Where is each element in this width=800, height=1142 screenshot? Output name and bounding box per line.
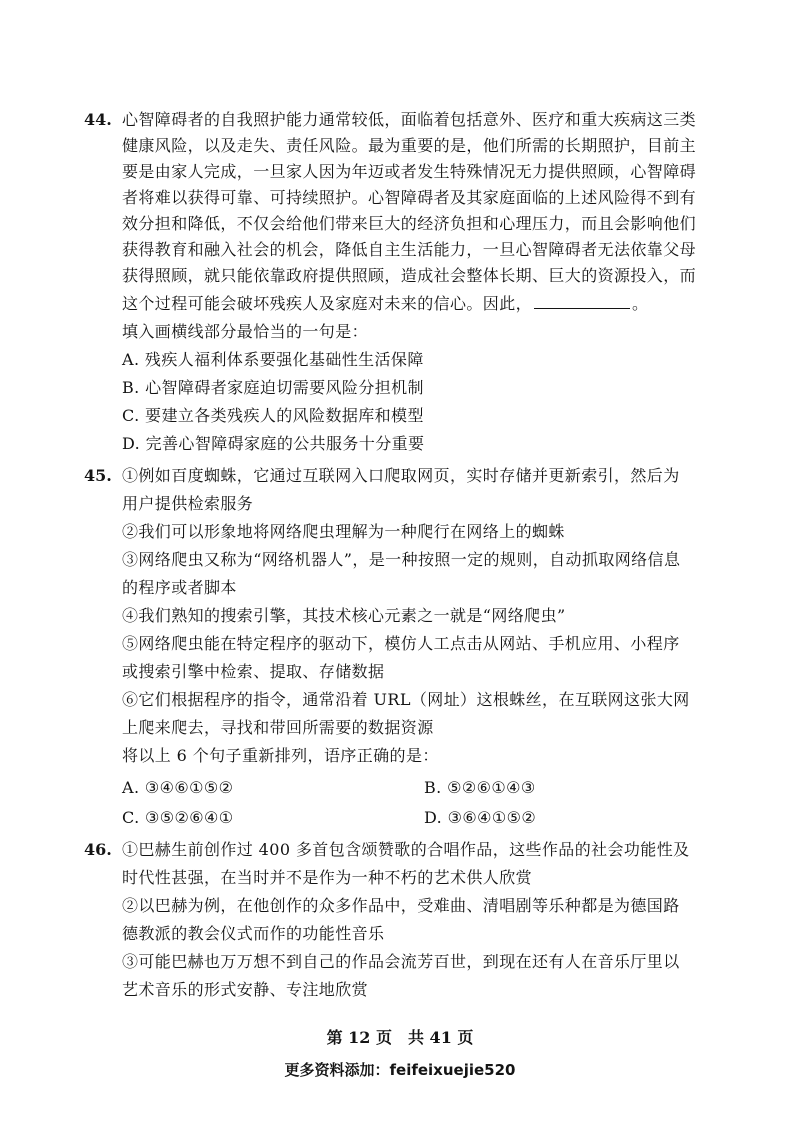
q45-prompt: 将以上 6 个句子重新排列，语序正确的是： <box>122 746 439 765</box>
q46-line-3: ②以巴赫为例，在他创作的众多作品中，受难曲、清唱剧等乐种都是为德国路 <box>122 896 680 915</box>
footer-ad-text: 更多资料添加：feifeixuejie520 <box>284 1061 516 1079</box>
q44-prompt: 填入画横线部分最恰当的一句是： <box>122 322 369 341</box>
q44-option-c: C. 要建立各类残疾人的风险数据库和模型 <box>122 406 424 425</box>
q45-line-5: 的程序或者脚本 <box>122 578 237 597</box>
q45-line-8: 或搜索引擎中检索、提取、存储数据 <box>122 662 385 681</box>
q44-blank-line <box>122 294 648 314</box>
q46-line-4: 德教派的教会仪式而作的功能性音乐 <box>122 924 385 943</box>
q45-line-6: ④我们熟知的搜索引擎，其技术核心元素之一就是“网络爬虫” <box>122 606 566 625</box>
q45-option-a: A. ③④⑥①⑤② <box>122 778 234 797</box>
q44-option-a: A. 残疾人福利体系要强化基础性生活保障 <box>122 350 424 369</box>
q45-option-c: C. ③⑤②⑥④① <box>122 808 234 827</box>
q44-line-3: 要是由家人完成，一旦家人因为年迈或者发生特殊情况无力提供照顾，心智障碍 <box>122 162 697 181</box>
q46-line-6: 艺术音乐的形式安静、专注地欣赏 <box>122 980 369 999</box>
q45-option-b: B. ⑤②⑥①④③ <box>424 778 536 797</box>
q46-line-5: ③可能巴赫也万万想不到自己的作品会流芳百世，到现在还有人在音乐厅里以 <box>122 952 680 971</box>
q44-line-4: 者将难以获得可靠、可持续照护。心智障碍者及其家庭面临的上述风险得不到有 <box>122 188 697 207</box>
q44-option-b: B. 心智障碍者家庭迫切需要风险分担机制 <box>122 378 424 397</box>
q46-line-2: 时代性甚强，在当时并不是作为一种不朽的艺术供人欣赏 <box>122 868 533 887</box>
q44-answer-blank <box>534 294 630 309</box>
q44-option-d: D. 完善心智障碍家庭的公共服务十分重要 <box>122 434 425 453</box>
q44-line-5: 效分担和降低，不仅会给他们带来巨大的经济负担和心理压力，而且会影响他们 <box>122 214 697 233</box>
q45-line-4: ③网络爬虫又称为“网络机器人”，是一种按照一定的规则，自动抓取网络信息 <box>122 550 681 569</box>
q44-line-6: 获得教育和融入社会的机会，降低自主生活能力，一旦心智障碍者无法依靠父母 <box>122 240 697 259</box>
q45-line-2: 用户提供检索服务 <box>122 494 254 513</box>
q45-line-9: ⑥它们根据程序的指令，通常沿着 URL（网址）这根蛛丝，在互联网这张大网 <box>122 690 690 709</box>
question-46-number: 46. <box>84 840 112 859</box>
q44-line-1: 心智障碍者的自我照护能力通常较低，面临着包括意外、医疗和重大疾病这三类 <box>122 110 697 129</box>
q45-line-10: 上爬来爬去，寻找和带回所需要的数据资源 <box>122 718 434 737</box>
q45-line-1: ①例如百度蜘蛛，它通过互联网入口爬取网页，实时存储并更新索引，然后为 <box>122 466 680 485</box>
q45-line-3: ②我们可以形象地将网络爬虫理解为一种爬行在网络上的蜘蛛 <box>122 522 565 541</box>
q44-blank-line-suffix: 。 <box>632 294 649 313</box>
q44-blank-line-prefix: 这个过程可能会破坏残疾人及家庭对未来的信心。因此， <box>122 294 533 313</box>
page-number: 第 12 页 共 41 页 <box>326 1028 474 1047</box>
q45-option-d: D. ③⑥④①⑤② <box>424 808 537 827</box>
question-45-number: 45. <box>84 466 112 485</box>
q46-line-1: ①巴赫生前创作过 400 多首包含颂赞歌的合唱作品，这些作品的社会功能性及 <box>122 840 690 859</box>
question-44-number: 44. <box>84 110 112 129</box>
q45-line-7: ⑤网络爬虫能在特定程序的驱动下，模仿人工点击从网站、手机应用、小程序 <box>122 634 680 653</box>
q44-line-7: 获得照顾，就只能依靠政府提供照顾，造成社会整体长期、巨大的资源投入，而 <box>122 266 697 285</box>
q44-line-2: 健康风险，以及走失、责任风险。最为重要的是，他们所需的长期照护，目前主 <box>122 136 697 155</box>
